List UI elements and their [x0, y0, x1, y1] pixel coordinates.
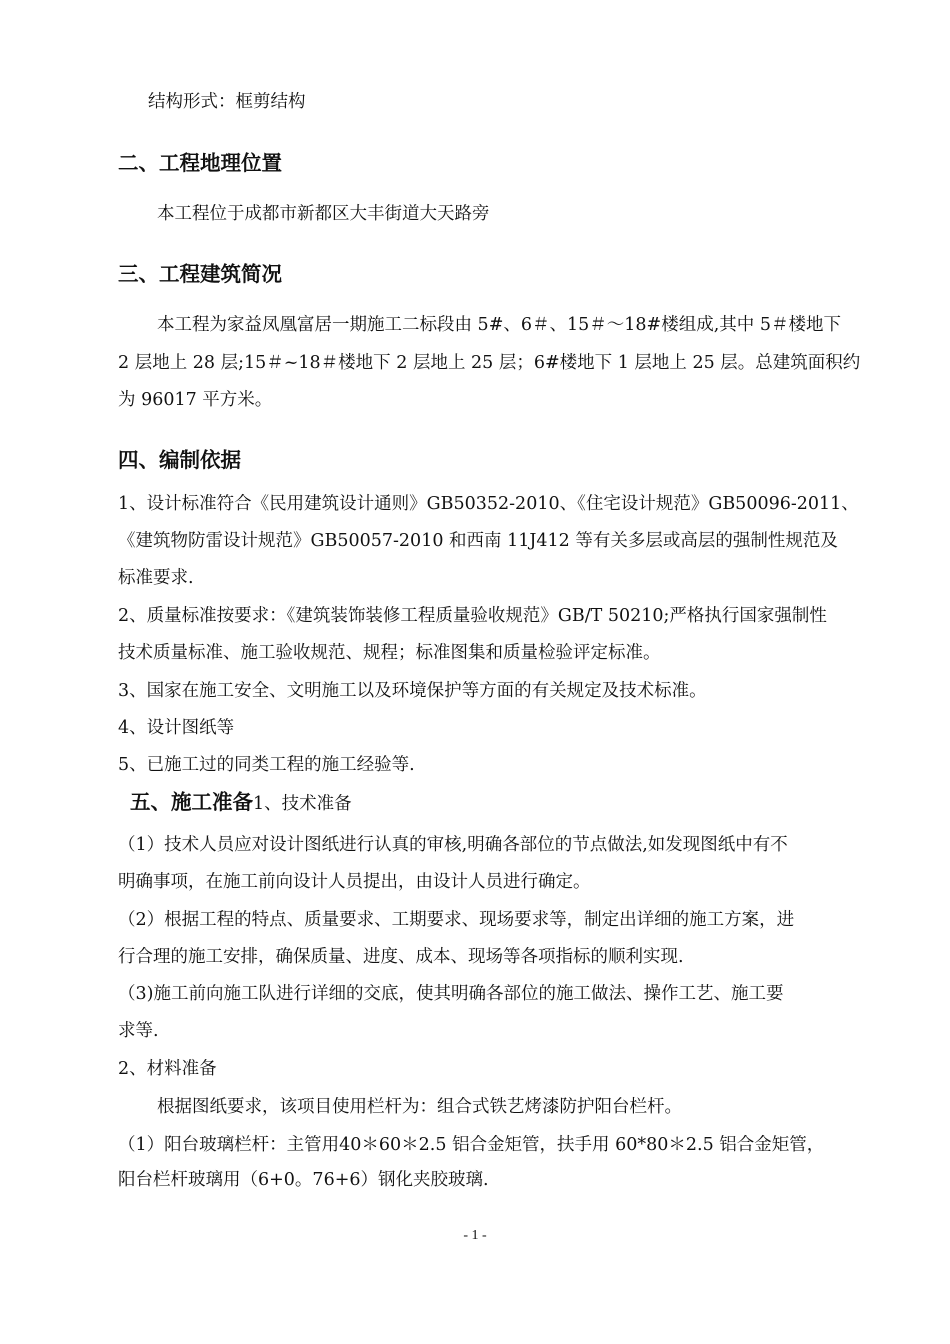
- tech-item-2-line-2: 行合理的施工安排，确保质量、进度、成本、现场等各项指标的顺利实现.: [118, 947, 684, 967]
- basis-item-1-line-3: 标准要求.: [118, 568, 194, 588]
- material-paragraph: 根据图纸要求，该项目使用栏杆为：组合式铁艺烤漆防护阳台栏杆。: [157, 1097, 682, 1117]
- basis-item-3: 3、国家在施工安全、文明施工以及环境保护等方面的有关规定及技术标准。: [118, 681, 707, 701]
- section-2-paragraph: 本工程位于成都市新都区大丰街道大天路旁: [157, 204, 490, 224]
- basis-item-1-line-1: 1、设计标准符合《民用建筑设计通则》GB50352-2010、《住宅设计规范》GB50096-2011、: [118, 494, 859, 514]
- material-item-1-line-2: 阳台栏杆玻璃用（6+0。76+6）钢化夹胶玻璃.: [118, 1170, 489, 1190]
- structure-type-line: 结构形式：框剪结构: [148, 92, 306, 112]
- material-item-1-line-1: （1）阳台玻璃栏杆：主管用40＊60＊2.5 铝合金矩管，扶手用 60*80＊2.5 铝合金矩管，: [118, 1135, 825, 1155]
- tech-item-1-line-1: （1）技术人员应对设计图纸进行认真的审核,明确各部位的节点做法,如发现图纸中有不: [118, 835, 788, 855]
- tech-item-3-line-1: （3)施工前向施工队进行详细的交底，使其明确各部位的施工做法、操作工艺、施工要: [118, 984, 784, 1004]
- tech-item-2-line-1: （2）根据工程的特点、质量要求、工期要求、现场要求等，制定出详细的施工方案，进: [118, 910, 795, 930]
- tech-item-1-line-2: 明确事项，在施工前向设计人员提出，由设计人员进行确定。: [118, 872, 591, 892]
- section-3-line-3: 为 96017 平方米。: [118, 390, 273, 410]
- section-5-heading: 五、施工准备: [130, 790, 253, 814]
- technical-prep-subheading: 1、技术准备: [253, 794, 352, 814]
- section-4-heading: 四、编制依据: [118, 448, 241, 472]
- tech-item-3-line-2: 求等.: [118, 1021, 159, 1041]
- page-number: - 1 -: [463, 1228, 487, 1243]
- material-prep-subheading: 2、材料准备: [118, 1059, 217, 1079]
- basis-item-2-line-1: 2、质量标准按要求：《建筑装饰装修工程质量验收规范》GB/T 50210;严格执行国家强制性: [118, 606, 827, 626]
- basis-item-2-line-2: 技术质量标准、施工验收规范、规程；标准图集和质量检验评定标准。: [118, 643, 661, 663]
- section-3-line-2: 2 层地上 28 层;15＃~18＃楼地下 2 层地上 25 层；6#楼地下 1 层地上 25 层。总建筑面积约: [118, 353, 861, 373]
- section-2-heading: 二、工程地理位置: [118, 151, 282, 175]
- section-3-heading: 三、工程建筑简况: [118, 262, 282, 286]
- basis-item-5: 5、已施工过的同类工程的施工经验等.: [118, 755, 415, 775]
- basis-item-4: 4、设计图纸等: [118, 718, 235, 738]
- section-3-line-1: 本工程为家益凤凰富居一期施工二标段由 5#、6＃、15＃～18#楼组成,其中 5＃楼地下: [157, 315, 841, 335]
- basis-item-1-line-2: 《建筑物防雷设计规范》GB50057-2010 和西南 11J412 等有关多层或高层的强制性规范及: [118, 531, 838, 551]
- section-5-heading-row: [130, 788, 352, 818]
